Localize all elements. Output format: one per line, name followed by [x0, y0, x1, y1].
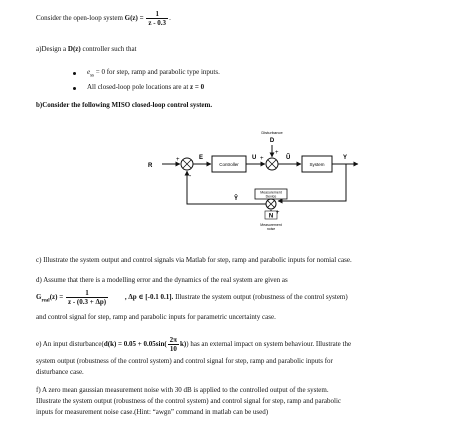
- sum2-plus-top: +: [275, 150, 279, 156]
- part-d-line-1: d) Assume that there is a modelling error and the dynamics of the real system are given as: [36, 276, 288, 284]
- disturbance-label: Disturbance: [261, 130, 283, 135]
- intro-end: .: [169, 14, 171, 23]
- g-real: [36, 293, 64, 304]
- bullet-1: [87, 68, 220, 80]
- u-tilde-label: Ũ: [286, 155, 291, 161]
- part-e-line-2: system output (robustness of the control system) and control signal for step, ramp and parabolic inputs for: [36, 357, 333, 365]
- y-label: Y: [343, 155, 348, 161]
- y-hat-label: Ŷ: [234, 196, 239, 202]
- part-a-tail: controller such that: [82, 45, 137, 53]
- part-e-head: e) An input disturbance(: [36, 340, 104, 349]
- part-f-line-1: f) A zero mean gaussian measurement noise with 30 dB is applied to the controlled output of the system.: [36, 386, 329, 394]
- part-a-heading: [36, 45, 137, 54]
- sin-denominator: 10: [169, 345, 177, 353]
- intro-prefix: Consider the open-loop system: [36, 14, 123, 23]
- device-label-2: Device: [265, 194, 277, 199]
- summing-junction-1: [181, 158, 193, 170]
- system-label: System: [309, 162, 325, 167]
- plant-fraction: [146, 10, 168, 27]
- block-diagram: [0, 118, 474, 238]
- sin-fraction: [168, 336, 179, 353]
- noise-label-2: noise: [266, 227, 276, 231]
- part-e-tail: ) has an external impact on system behaviour. Illustrate the: [186, 340, 352, 349]
- part-a-dz: D(z): [67, 45, 81, 53]
- g-real-arg: (z) =: [49, 293, 64, 302]
- d-label: D: [269, 138, 275, 144]
- e-label: E: [199, 155, 204, 161]
- bullet-2: [87, 83, 204, 92]
- plant-denominator: z - 0.3: [148, 19, 167, 27]
- plant-numerator: 1: [146, 10, 168, 19]
- sum1-plus: +: [176, 157, 180, 163]
- part-d-line-2: and control signal for step, ramp and parabolic inputs for parametric uncertainty case.: [36, 313, 276, 321]
- ess-subscript: ss: [90, 73, 95, 79]
- part-e-line-3: disturbance case.: [36, 368, 84, 376]
- intro-line: [36, 10, 171, 27]
- summing-junction-3: [266, 199, 276, 209]
- part-f-line-3: inputs for measurement noise case.(Hint: “awgn” command in matlab can be used): [36, 408, 269, 416]
- bullet-2-dot: [73, 87, 76, 90]
- part-e-k: k): [180, 340, 187, 349]
- r-label: R: [148, 163, 153, 169]
- bullet-1-text: = 0 for step, ramp and parabolic type inputs.: [95, 68, 220, 76]
- part-f-line-2: Illustrate the system output (robustness of the control system) and control signal for step, ramp and parabolic: [36, 397, 342, 405]
- noise-label-1: Measurement: [260, 223, 282, 227]
- n-label: N: [268, 213, 274, 220]
- part-d-equation: [36, 289, 348, 306]
- bullet-2-value: z = 0: [190, 83, 205, 91]
- real-denominator: z - (0.3 + Δp): [67, 298, 107, 306]
- real-fraction: [66, 289, 108, 306]
- part-d-range-tail: Illustrate the system output (robustness of the control system): [175, 293, 348, 302]
- part-a-head: a)Design a: [36, 45, 67, 53]
- g-real-symbol: G: [36, 293, 42, 302]
- part-e-line-1: [36, 336, 351, 353]
- sum2-plus-left: +: [260, 156, 264, 162]
- delta-p-range: , Δp ∈ [-0.1 0.1].: [124, 293, 174, 302]
- device-label-1: Measurement: [260, 190, 282, 195]
- ess-symbol: e: [87, 68, 91, 76]
- sum3-plus-bottom: +: [276, 210, 280, 216]
- part-b: b)Consider the following MISO closed-loop control system.: [36, 101, 213, 109]
- summing-junction-2: [266, 158, 278, 170]
- plant-lhs: G(z) =: [124, 14, 144, 23]
- bullet-2-text: All closed-loop pole locations are at: [87, 83, 189, 91]
- part-c: c) Illustrate the system output and control signals via Matlab for step, ramp and parabolic inputs for nomial case.: [36, 256, 352, 264]
- part-e-dk: d(k) = 0.05 + 0.05sin(: [103, 340, 167, 349]
- feedback-return: [187, 171, 266, 204]
- controller-label: Controller: [219, 162, 239, 167]
- u-label: U: [252, 155, 257, 161]
- sin-numerator: 2π: [169, 336, 178, 344]
- bullet-1-dot: [73, 72, 76, 75]
- g-real-sub: real: [41, 298, 50, 304]
- real-numerator: 1: [66, 289, 108, 298]
- sum1-minus: -: [189, 173, 192, 180]
